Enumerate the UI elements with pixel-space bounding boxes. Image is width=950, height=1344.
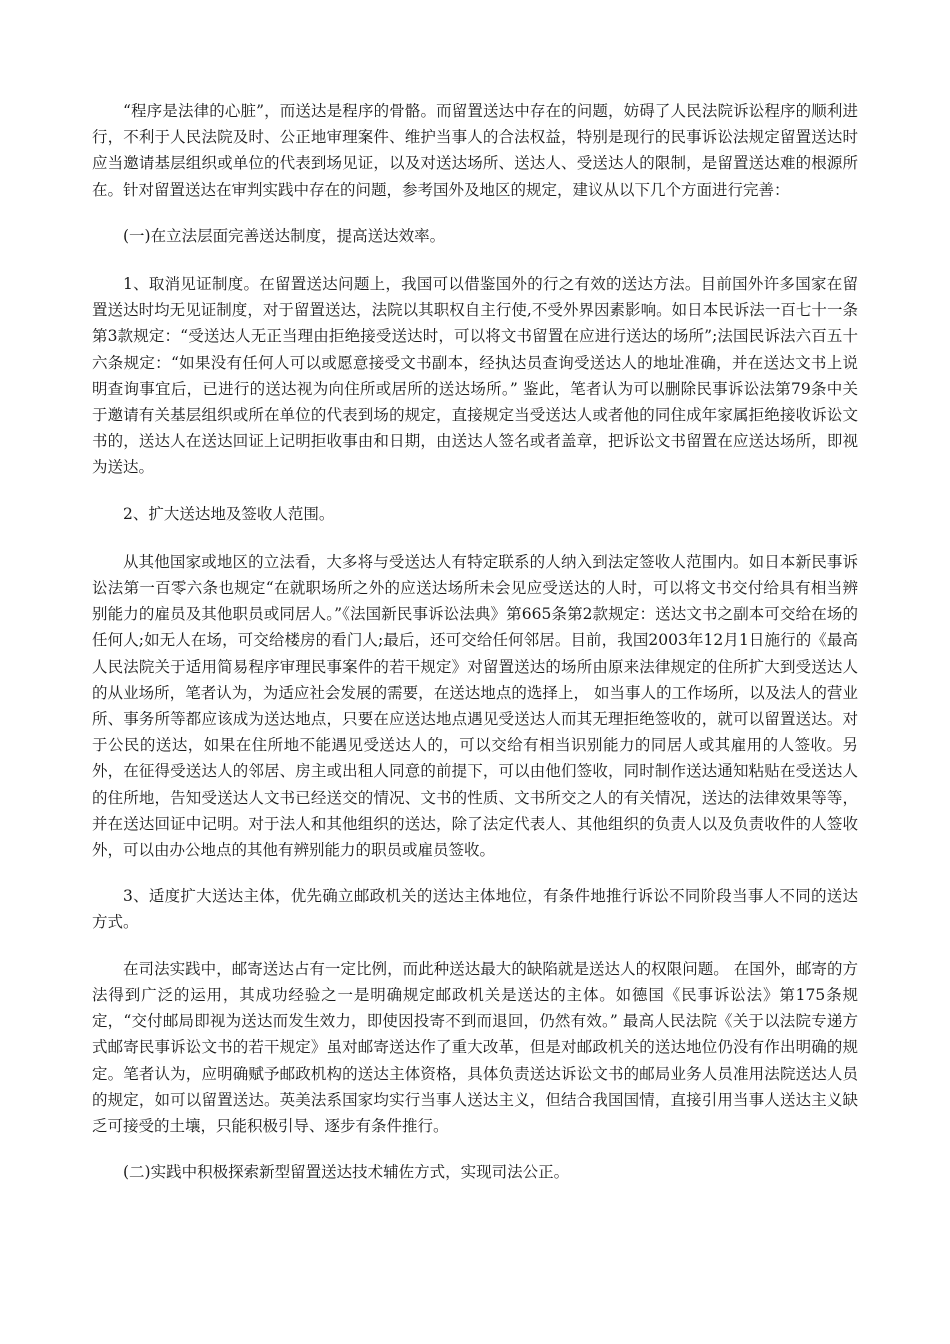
point-3-paragraph: 在司法实践中，邮寄送达占有一定比例，而此种送达最大的缺陷就是送达人的权限问题。 在国外，邮寄的方法得到广泛的运用，其成功经验之一是明确规定邮政机关是送达的主体。如德国《民事诉讼法》第175条规定，“交付邮局即视为送达而发生效力，即使因投寄不到而退回，仍然有效。” 最高人民法院《关于以法院专递方式邮寄民事诉讼文书的若干规定》虽对邮寄送达作了重大改革，但是对邮政机关的送达地位仍没有作出明确的规定。笔者认为，应明确赋予邮政机构的送达主体资格，具体负责送达诉讼文书的邮局业务人员准用法院送达人员的规定，如可以留置送达。英美法系国家均实行当事人送达主义，但结合我国国情，直接引用当事人送达主义缺乏可接受的土壤，只能积极引导、逐步有条件推行。 <box>92 959 858 1135</box>
section-heading-1: (一)在立法层面完善送达制度，提高送达效率。 <box>123 226 446 245</box>
point-1-paragraph: 1、取消见证制度。在留置送达问题上，我国可以借鉴国外的行之有效的送达方法。目前国外许多国家在留置送达时均无见证制度，对于留置送达，法院以其职权自主行使,不受外界因素影响。如日本民诉法一百七十一条第3款规定：“受送达人无正当理由拒绝接受送达时，可以将文书留置在应进行送达的场所”;法国民诉法六百五十六条规定：“如果没有任何人可以或愿意接受文书副本，经执达员查询受送达人的地址准确，并在送达文书上说明查询事宜后，已进行的送达视为向住所或居所的送达场所。” 鉴此，笔者认为可以删除民事诉讼法第79条中关于邀请有关基层组织或所在单位的代表到场的规定，直接规定当受送达人或者他的同住成年家属拒绝接收诉讼文书的，送达人在送达回证上记明拒收事由和日期，由送达人签名或者盖章，把诉讼文书留置在应送达场所，即视为送达。 <box>92 275 858 477</box>
intro-paragraph: “程序是法律的心脏”，而送达是程序的骨骼。而留置送达中存在的问题，妨碍了人民法院诉讼程序的顺利进行，不利于人民法院及时、公正地审理案件、维护当事人的合法权益，特别是现行的民事诉讼法规定留置送达时应当邀请基层组织或单位的代表到场见证，以及对送达场所、送达人、受送达人的限制，是留置送达难的根源所在。针对留置送达在审判实践中存在的问题，参考国外及地区的规定，建议从以下几个方面进行完善： <box>92 102 858 199</box>
point-2-heading: 2、扩大送达地及签收人范围。 <box>123 504 335 523</box>
point-3-heading: 3、适度扩大送达主体，优先确立邮政机关的送达主体地位，有条件地推行诉讼不同阶段当事人不同的送达方式。 <box>92 887 858 932</box>
document-page <box>92 98 858 1207</box>
section-heading-2: (二)实践中积极探索新型留置送达技术辅佐方式，实现司法公正。 <box>123 1163 570 1182</box>
point-2-paragraph: 从其他国家或地区的立法看，大多将与受送达人有特定联系的人纳入到法定签收人范围内。如日本新民事诉讼法第一百零六条也规定“在就职场所之外的应送达场所未会见应受送达的人时，可以将文书交付给具有相当辨别能力的雇员及其他职员或同居人。”《法国新民事诉讼法典》第665条第2款规定：送达文书之副本可交给在场的任何人;如无人在场，可交给楼房的看门人;最后，还可交给任何邻居。目前，我国2003年12月1日施行的《最高人民法院关于适用简易程序审理民事案件的若干规定》对留置送达的场所由原来法律规定的住所扩大到受送达人的从业场所，笔者认为，为适应社会发展的需要，在送达地点的选择上， 如当事人的工作场所，以及法人的营业所、事务所等都应该成为送达地点，只要在应送达地点遇见受送达人而其无理拒绝签收的，就可以留置送达。对于公民的送达，如果在住所地不能遇见受送达人的，可以交给有相当识别能力的同居人或其雇用的人签收。另外，在征得受送达人的邻居、房主或出租人同意的前提下，可以由他们签收，同时制作送达通知粘贴在受送达人的住所地，告知受送达人文书已经送交的情况、文书的性质、文书所交之人的有关情况，送达的法律效果等等，并在送达回证中记明。对于法人和其他组织的送达，除了法定代表人、其他组织的负责人以及负责收件的人签收外，可以由办公地点的其他有辨别能力的职员或雇员签收。 <box>92 552 858 860</box>
